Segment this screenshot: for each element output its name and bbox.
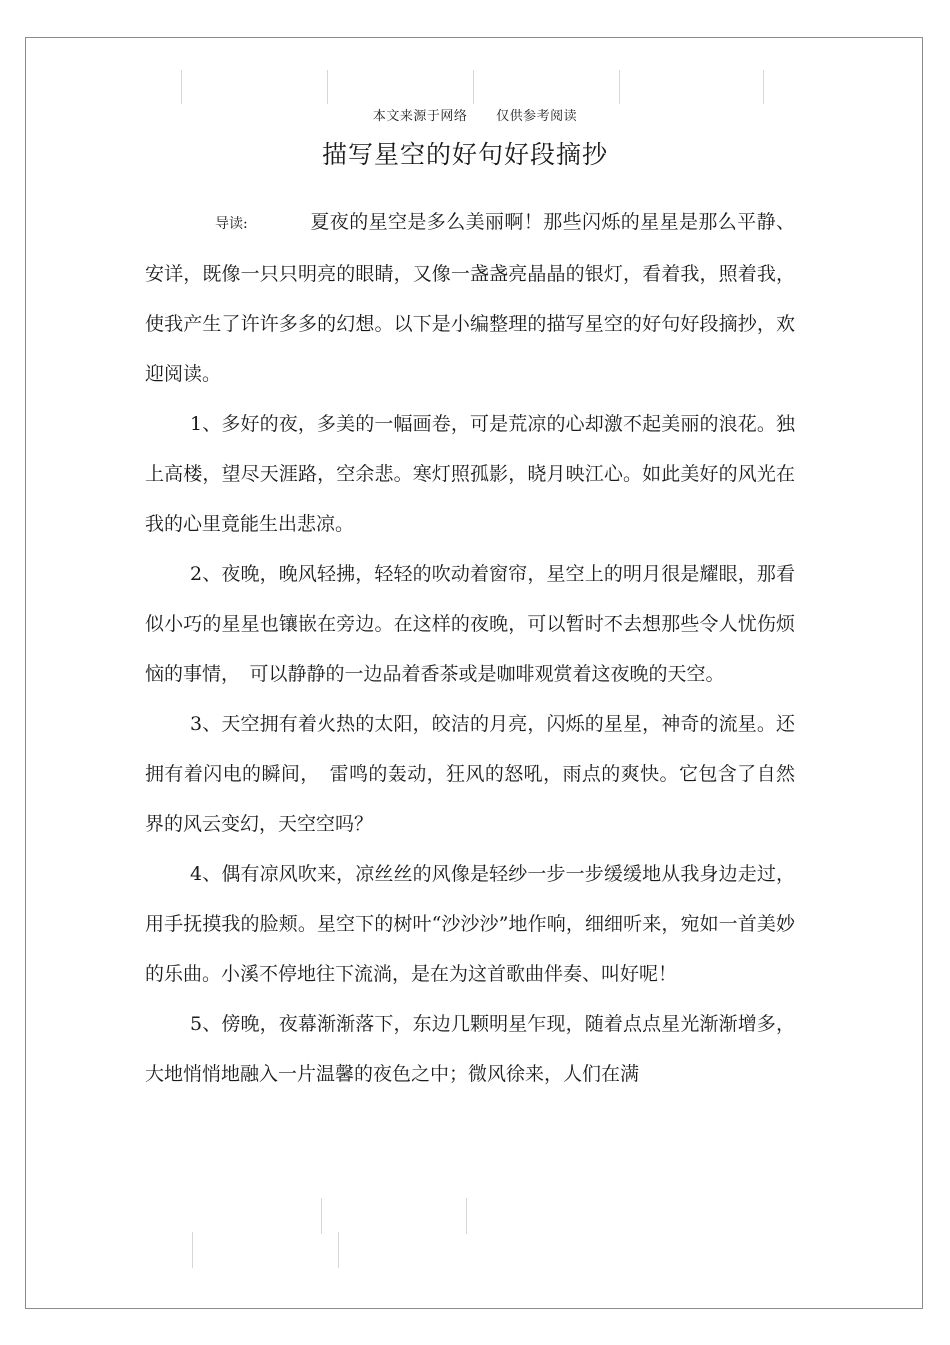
top-rule-1 <box>181 70 182 104</box>
paragraph-3: 3、天空拥有着火热的太阳，皎洁的月亮，闪烁的星星，神奇的流星。还拥有着闪电的瞬间， 雷鸣的轰动，狂风的怒吼，雨点的爽快。它包含了自然界的风云变幻，天空空吗？ <box>145 713 795 835</box>
reference-text: 仅供参考阅读 <box>496 109 578 124</box>
bottom-rule-1 <box>321 1198 322 1234</box>
top-rule-3 <box>473 70 474 104</box>
top-rule-2 <box>327 70 328 104</box>
bottom-rule-4 <box>338 1232 339 1268</box>
paragraph-4: 4、偶有凉风吹来，凉丝丝的风像是轻纱一步一步缓缓地从我身边走过，用手抚摸我的脸颊。星空下的树叶“沙沙沙”地作响，细细听来，宛如一首美妙的乐曲。小溪不停地往下流淌，是在为这首歌曲伴奏、叫好呢！ <box>145 863 795 985</box>
top-rule-4 <box>619 70 620 104</box>
bottom-rule-3 <box>192 1232 193 1268</box>
paragraph-5: 5、傍晚，夜幕渐渐落下，东边几颗明星乍现，随着点点星光渐渐增多，大地悄悄地融入一片温馨的夜色之中；微风徐来，人们在满 <box>145 1013 795 1085</box>
source-note <box>0 105 950 124</box>
intro-text: 夏夜的星空是多么美丽啊！那些闪烁的星星是那么平静、安详，既像一只只明亮的眼睛，又像一盏盏亮晶晶的银灯，看着我，照着我，使我产生了许许多多的幻想。以下是小编整理的描写星空的好句好段摘抄，欢迎阅读。 <box>145 211 795 385</box>
paragraph-2: 2、夜晚，晚风轻拂，轻轻的吹动着窗帘，星空上的明月很是耀眼，那看似小巧的星星也镶嵌在旁边。在这样的夜晚，可以暂时不去想那些令人忧伤烦恼的事情， 可以静静的一边品着香茶或是咖啡观赏着这夜晚的天空。 <box>145 563 795 685</box>
article-body <box>145 197 795 1099</box>
document-title: 描写星空的好句好段摘抄 <box>321 140 608 169</box>
paragraph-1: 1、多好的夜，多美的一幅画卷，可是荒凉的心却激不起美丽的浪花。独上高楼，望尽天涯路，空余悲。寒灯照孤影，晓月映江心。如此美好的风光在我的心里竟能生出悲凉。 <box>145 413 795 535</box>
bottom-rule-2 <box>466 1198 467 1234</box>
top-rule-5 <box>763 70 764 104</box>
intro-label: 导读: <box>215 216 248 232</box>
source-text: 本文来源于网络 <box>372 109 468 124</box>
intro-paragraph <box>145 197 795 399</box>
